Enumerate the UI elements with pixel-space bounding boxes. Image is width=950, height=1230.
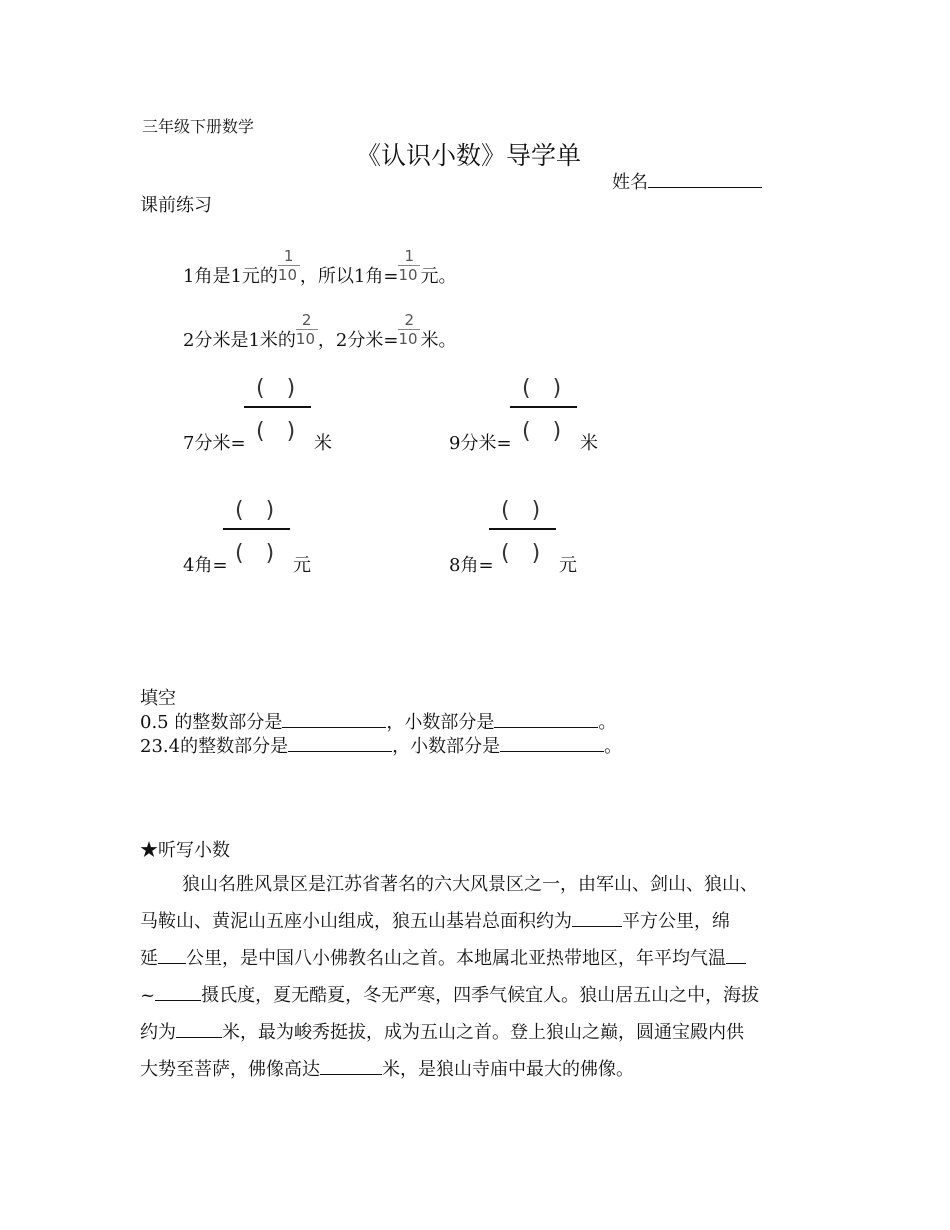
eq-4jiao-label: 4角= bbox=[183, 555, 228, 576]
fraction: $\frac{1}{10}$ bbox=[278, 267, 300, 287]
eq-9dm-label: 9分米= bbox=[449, 433, 512, 454]
section-heading-dictation: ★听写小数 bbox=[140, 840, 230, 861]
eq-8jiao-unit: 元 bbox=[559, 555, 577, 576]
answer-blank[interactable] bbox=[155, 986, 201, 1001]
eq-4jiao-unit: 元 bbox=[293, 555, 311, 576]
answer-blank[interactable] bbox=[500, 737, 604, 752]
answer-blank[interactable] bbox=[176, 1023, 222, 1038]
numerator-blank[interactable]: ( ) bbox=[501, 498, 541, 523]
answer-blank[interactable] bbox=[320, 1060, 382, 1075]
fill-row-1: 0.5 的整数部分是 ，小数部分是 。 bbox=[140, 712, 617, 733]
denominator-blank[interactable]: ( ) bbox=[235, 541, 275, 566]
name-blank[interactable] bbox=[648, 173, 762, 188]
eq-9dm-unit: 米 bbox=[580, 433, 598, 454]
fraction-bar bbox=[489, 528, 556, 530]
eq-7dm-label: 7分米= bbox=[183, 433, 246, 454]
fraction: $\frac{2}{10}$ bbox=[398, 331, 420, 351]
answer-blank[interactable] bbox=[288, 737, 392, 752]
answer-blank[interactable] bbox=[572, 912, 622, 927]
denominator-blank[interactable]: ( ) bbox=[501, 541, 541, 566]
eq-8jiao-label: 8角= bbox=[449, 555, 494, 576]
fraction-bar bbox=[244, 406, 311, 408]
passage-line: 大势至菩萨，佛像高达 米，是狼山寺庙中最大的佛像。 bbox=[140, 1059, 634, 1080]
section-heading-practice: 课前练习 bbox=[140, 195, 212, 216]
passage-line: 延 公里，是中国八小佛教名山之首。本地属北亚热带地区，年平均气温 bbox=[140, 940, 830, 977]
fraction: $\frac{1}{10}$ bbox=[398, 267, 420, 287]
numerator-blank[interactable]: ( ) bbox=[235, 498, 275, 523]
answer-blank[interactable] bbox=[494, 713, 598, 728]
fill-row-2: 23.4的整数部分是 ，小数部分是 。 bbox=[140, 736, 623, 757]
numerator-blank[interactable]: ( ) bbox=[256, 376, 296, 401]
fraction-bar bbox=[510, 406, 577, 408]
denominator-blank[interactable]: ( ) bbox=[256, 419, 296, 444]
name-label: 姓名 bbox=[612, 172, 648, 193]
eq-7dm-unit: 米 bbox=[314, 433, 332, 454]
answer-blank[interactable] bbox=[158, 949, 186, 964]
passage-line: 狼山名胜风景区是江苏省著名的六大风景区之一，由军山、剑山、狼山、 bbox=[182, 874, 758, 895]
passage-line: ~ 摄氏度，夏无酷夏，冬无严寒，四季气候宜人。狼山居五山之中，海拔 bbox=[140, 985, 760, 1006]
answer-blank[interactable] bbox=[726, 949, 746, 964]
fraction-line-2: 2分米是1米的 $\frac{2}{10}$ ，2分米= $\frac{2}{10}$ 米。 bbox=[183, 311, 457, 351]
grade-label: 三年级下册数学 bbox=[142, 117, 255, 136]
passage-line: 约为 米，最为峻秀挺拔，成为五山之首。登上狼山之巅，圆通宝殿内供 bbox=[140, 1022, 744, 1043]
dictation-passage bbox=[140, 866, 830, 1088]
denominator-blank[interactable]: ( ) bbox=[522, 419, 562, 444]
section-heading-fill: 填空 bbox=[140, 688, 176, 709]
answer-blank[interactable] bbox=[282, 713, 386, 728]
fraction-line-1: 1角是1元的 $\frac{1}{10}$ ，所以1角= $\frac{1}{10}$ 元。 bbox=[183, 247, 457, 287]
numerator-blank[interactable]: ( ) bbox=[522, 376, 562, 401]
fraction: $\frac{2}{10}$ bbox=[296, 331, 318, 351]
name-field[interactable] bbox=[612, 168, 762, 194]
page-title: 《认识小数》导学单 bbox=[356, 141, 582, 170]
passage-line: 马鞍山、黄泥山五座小山组成，狼五山基岩总面积约为 平方公里，绵 bbox=[140, 911, 730, 932]
fraction-bar bbox=[223, 528, 290, 530]
